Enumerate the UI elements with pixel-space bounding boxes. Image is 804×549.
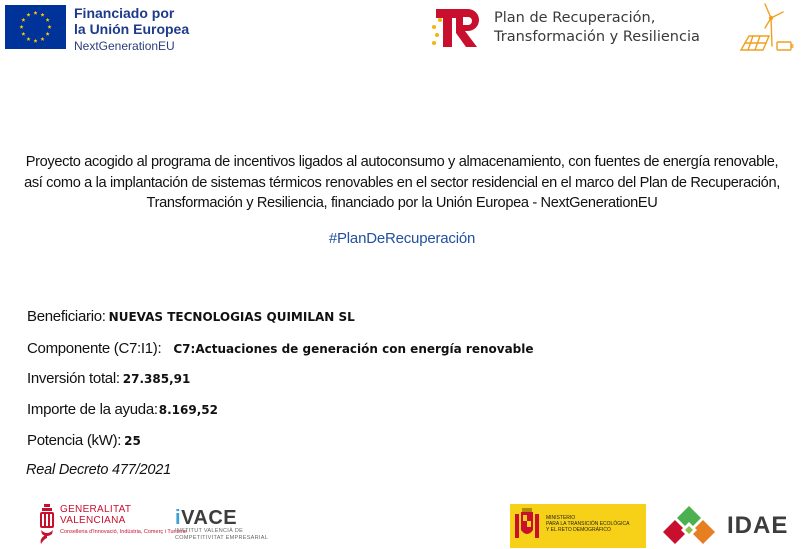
prtr-logo xyxy=(428,5,700,51)
hashtag: #PlanDeRecuperación xyxy=(328,230,476,247)
ministerio-line2: PARA LA TRANSICIÓN ECOLÓGICA xyxy=(546,521,630,527)
potencia-row xyxy=(27,432,141,449)
potencia-value: 25 xyxy=(124,434,141,448)
gva-crest-icon xyxy=(38,504,56,544)
beneficiario-value: NUEVAS TECNOLOGIAS QUIMILAN SL xyxy=(108,310,355,324)
real-decreto: Real Decreto 477/2021 xyxy=(26,462,171,478)
eu-star xyxy=(26,37,30,41)
inversion-value: 27.385,91 xyxy=(122,372,191,386)
eu-star xyxy=(21,18,25,22)
potencia-label: Potencia (kW): xyxy=(27,432,122,449)
ministerio-logo xyxy=(510,504,646,548)
idae-wordmark: IDAE xyxy=(727,512,789,539)
ivace-sub2: COMPETITIVITAT EMPRESARIAL xyxy=(175,535,269,541)
prtr-line1: Plan de Recuperación, xyxy=(494,10,656,26)
eu-star xyxy=(46,32,50,36)
eu-star xyxy=(26,13,30,17)
eu-stars xyxy=(5,5,66,49)
ivace-sub1: INSTITUT VALENCIÀ DE xyxy=(175,528,244,534)
generalitat-valenciana-logo xyxy=(38,504,187,544)
inversion-label: Inversión total: xyxy=(27,370,120,387)
gva-line1: GENERALITAT xyxy=(60,504,132,515)
eu-logo-line1: Financiado por xyxy=(74,5,175,21)
spain-coat-of-arms-icon xyxy=(510,504,544,548)
ivace-wordmark: iVACE xyxy=(175,507,238,529)
eu-star xyxy=(40,37,44,41)
ivace-logo xyxy=(175,508,268,542)
prtr-tr-mark-icon xyxy=(428,5,486,51)
wind-solar-icon xyxy=(735,2,797,54)
componente-label: Componente (C7:I1): xyxy=(27,340,162,357)
idae-logo xyxy=(657,504,788,548)
componente-value: C7:Actuaciones de generación con energía renovable xyxy=(173,342,534,356)
eu-star xyxy=(47,25,51,29)
eu-funding-logo xyxy=(5,5,189,54)
inversion-row xyxy=(27,370,190,387)
gva-line3: Conselleria d'Innovació, Indústria, Comerç i Turisme xyxy=(60,529,187,535)
ayuda-value: 8.169,52 xyxy=(158,403,218,417)
eu-star xyxy=(33,11,37,15)
ayuda-row xyxy=(27,401,218,418)
ministerio-line1: MINISTERIO xyxy=(546,515,576,521)
eu-star xyxy=(46,18,50,22)
project-description: Proyecto acogido al programa de incentivos ligados al autoconsumo y almacenamiento, con fuentes de energía renovable, así como a la implantación de sistemas térmicos renovables en el sector residencial en el marco del Plan de Recuperación, Transformación y Resiliencia, financiado por la Unión Europea - NextGenerationEU xyxy=(24,154,780,211)
eu-star xyxy=(21,32,25,36)
prtr-line2: Transformación y Resiliencia xyxy=(494,29,700,45)
eu-logo-line2: la Unión Europea xyxy=(74,21,190,37)
eu-flag-icon xyxy=(5,5,66,49)
eu-logo-line3: NextGenerationEU xyxy=(74,39,175,53)
idae-mark-icon xyxy=(657,504,721,548)
ministerio-line3: Y EL RETO DEMOGRÁFICO xyxy=(546,527,611,533)
eu-star xyxy=(19,25,23,29)
beneficiario-label: Beneficiario: xyxy=(27,308,106,325)
eu-star xyxy=(33,39,37,43)
ayuda-label: Importe de la ayuda: xyxy=(27,401,158,418)
beneficiario-row xyxy=(27,308,355,325)
componente-row xyxy=(27,340,534,357)
eu-star xyxy=(40,13,44,17)
gva-line2: VALENCIANA xyxy=(60,515,126,526)
